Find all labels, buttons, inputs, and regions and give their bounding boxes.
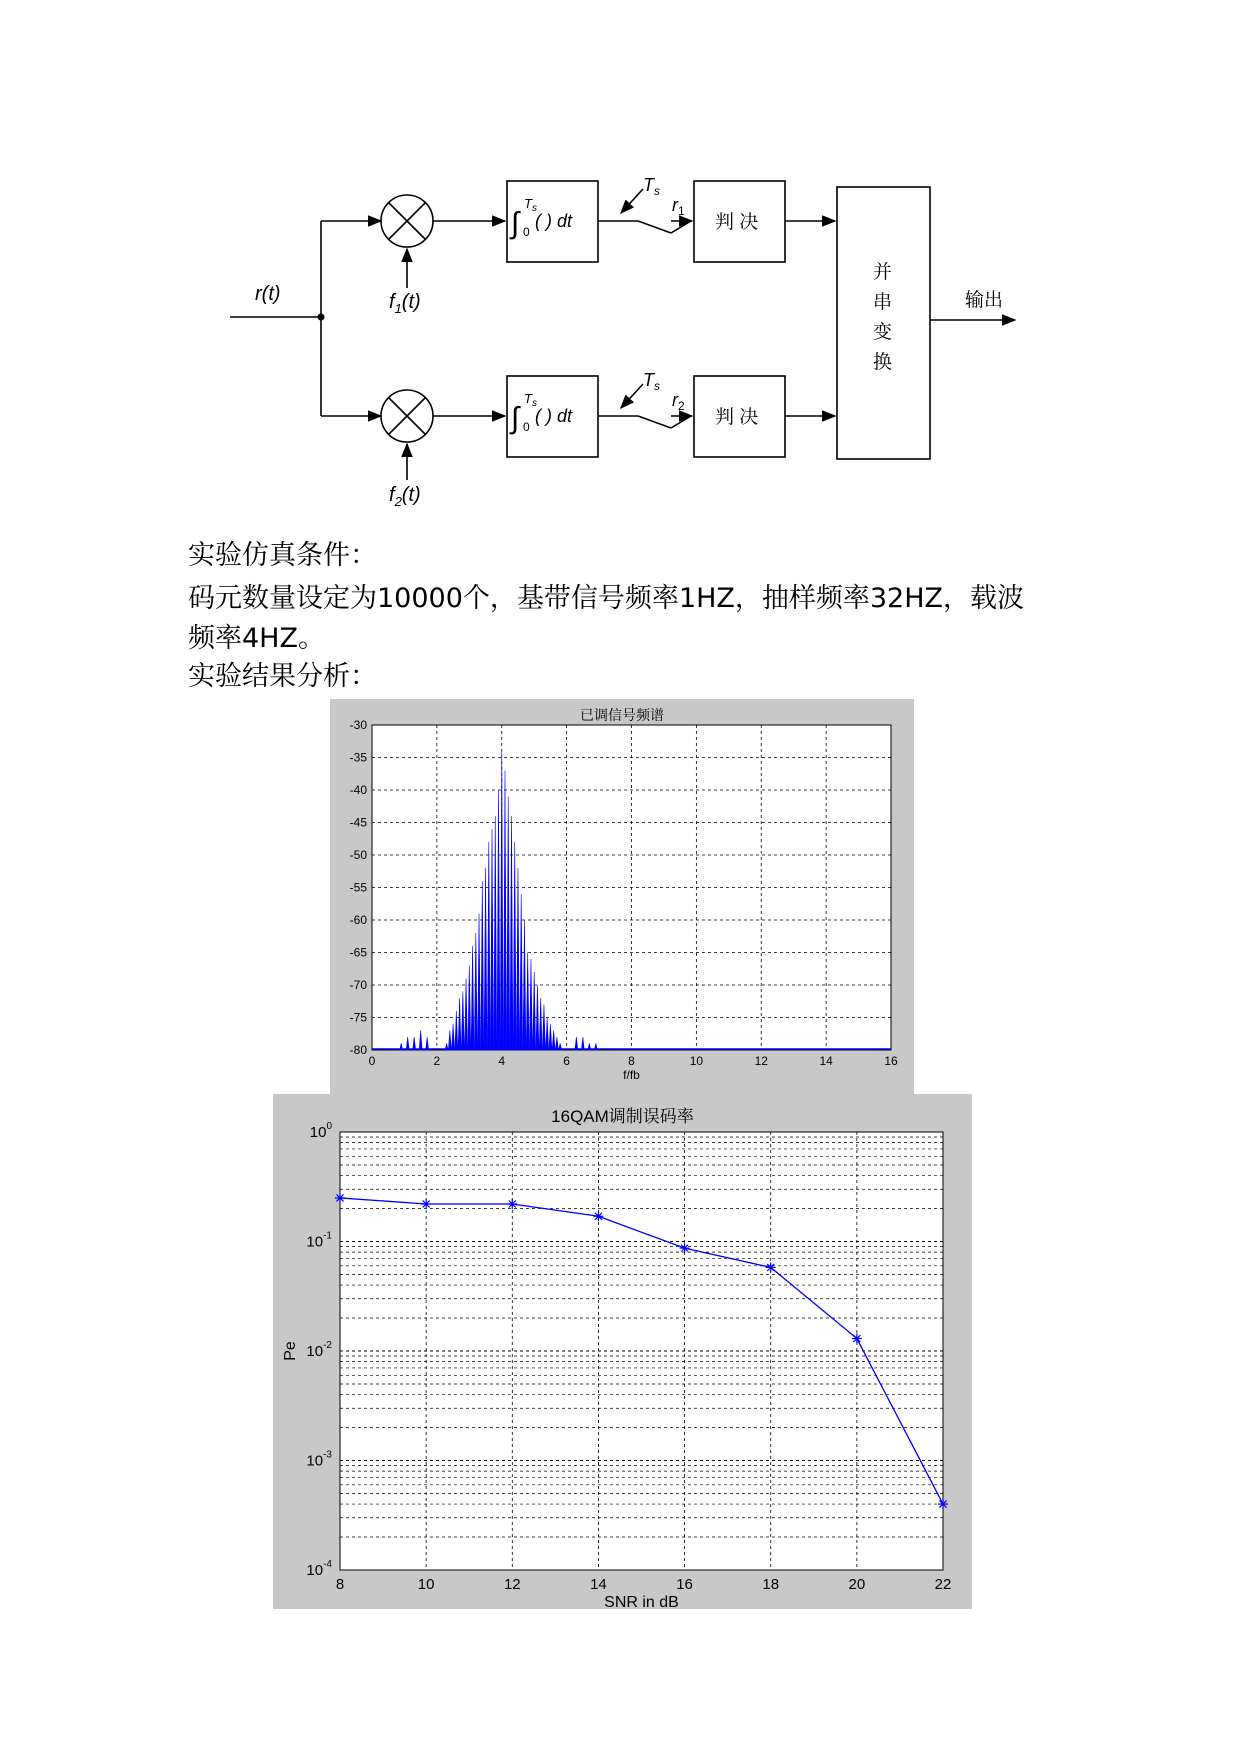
spectrum-x-tick: 8 <box>628 1054 635 1068</box>
spectrum-x-tick: 0 <box>368 1054 376 1068</box>
lower-integral-sign: ∫ <box>511 402 520 435</box>
upper-integral-sign: ∫ <box>511 207 520 240</box>
upper-integral-upper-limit: $T_s$ <box>524 196 537 214</box>
ber-title: 16QAM调制误码率 <box>551 1107 694 1126</box>
spectrum-y-tick: -60 <box>349 913 367 927</box>
input-label: r(t) <box>255 283 281 305</box>
spectrum-x-tick: 14 <box>819 1054 833 1068</box>
spectrum-x-tick: 4 <box>498 1054 506 1068</box>
output-label: 输出 <box>965 290 1004 311</box>
upper-integral-body: ( ) dt <box>535 211 573 231</box>
ber-y-tick: $10^{-2}$ <box>306 1340 332 1360</box>
upper-switch-label: $T_s$ <box>643 178 660 198</box>
upper-sample-label: $r_1$ <box>672 195 685 218</box>
spectrum-y-tick: -65 <box>349 945 367 960</box>
spectrum-x-tick: 16 <box>884 1054 898 1068</box>
spectrum-x-tick: 10 <box>689 1054 704 1068</box>
ber-y-tick: $10^0$ <box>309 1121 332 1141</box>
ber-y-tick: $10^{-3}$ <box>306 1449 332 1470</box>
receiver-block-diagram <box>225 178 1045 518</box>
converter-char-3: 变 <box>873 322 893 343</box>
spectrum-y-tick: -35 <box>349 750 367 765</box>
spectrum-x-tick: 2 <box>433 1054 441 1068</box>
spectrum-x-label: f/fb <box>623 1068 640 1082</box>
ber-y-tick: $10^{-4}$ <box>306 1559 332 1579</box>
conditions-line-1: 码元数量设定为10000个，基带信号频率1HZ，抽样频率32HZ，载波 <box>188 583 1025 614</box>
ber-chart <box>273 1094 972 1609</box>
lower-integral-body: ( ) dt <box>535 406 573 426</box>
ber-figure <box>273 1094 972 1609</box>
ber-x-tick: 20 <box>848 1576 866 1593</box>
conditions-line-2: 频率4HZ。 <box>188 623 325 654</box>
ber-x-tick: 22 <box>934 1576 952 1593</box>
spectrum-y-tick: -40 <box>349 783 367 797</box>
upper-decision-label: 判 决 <box>715 212 759 233</box>
conditions-heading: 实验仿真条件： <box>188 540 377 571</box>
results-heading: 实验结果分析： <box>188 661 377 692</box>
converter-char-2: 串 <box>873 292 893 313</box>
split-node <box>318 314 325 321</box>
converter-char-1: 并 <box>873 262 893 283</box>
spectrum-x-tick: 12 <box>754 1054 768 1068</box>
spectrum-figure <box>330 699 914 1094</box>
ber-x-tick: 12 <box>503 1576 521 1593</box>
upper-integral-lower-limit: 0 <box>523 225 530 239</box>
ber-y-label: Pe <box>282 1341 299 1361</box>
spectrum-y-tick: -30 <box>349 718 367 732</box>
spectrum-y-tick: -50 <box>349 848 367 862</box>
spectrum-title: 已调信号频谱 <box>580 707 664 723</box>
lower-integral-upper-limit: $T_s$ <box>524 391 537 409</box>
lower-switch-label: $T_s$ <box>643 370 660 393</box>
ber-x-tick: 14 <box>590 1576 607 1593</box>
spectrum-y-tick: -75 <box>349 1010 367 1025</box>
spectrum-y-tick: -80 <box>349 1043 367 1057</box>
converter-char-4: 换 <box>873 352 893 373</box>
spectrum-y-tick: -45 <box>349 815 367 830</box>
spectrum-chart <box>330 699 914 1094</box>
ber-y-tick: $10^{-1}$ <box>306 1230 332 1251</box>
spectrum-x-tick: 6 <box>563 1054 570 1068</box>
ber-x-tick: 16 <box>676 1576 693 1593</box>
lower-switch <box>638 416 671 428</box>
ber-x-tick: 18 <box>762 1576 780 1593</box>
upper-switch <box>638 221 671 233</box>
ber-x-label: SNR in dB <box>604 1594 679 1609</box>
ber-x-tick: 8 <box>335 1576 345 1593</box>
ber-x-tick: 10 <box>417 1576 435 1593</box>
spectrum-y-tick: -70 <box>349 978 367 992</box>
lower-sample-label: $r_2$ <box>672 390 685 413</box>
upper-carrier-label: $f_1(t)$ <box>389 291 421 316</box>
lower-decision-label: 判 决 <box>715 407 759 428</box>
lower-integral-lower-limit: 0 <box>523 420 530 434</box>
lower-carrier-label: $f_2(t)$ <box>389 484 421 509</box>
spectrum-y-tick: -55 <box>349 880 367 895</box>
